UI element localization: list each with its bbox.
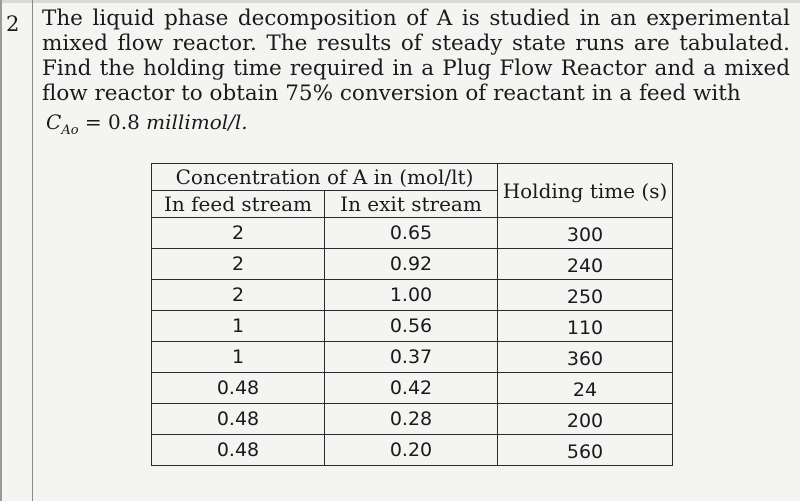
- holding-time-header: Holding time (s): [498, 164, 673, 218]
- feed-cell: 0.48: [152, 435, 325, 466]
- time-cell: 110: [498, 311, 673, 342]
- table-body: [152, 218, 673, 466]
- cao-unit: millimol/l.: [146, 110, 248, 134]
- time-cell: 200: [498, 404, 673, 435]
- cao-value: = 0.8: [78, 110, 147, 134]
- top-page-edge: [0, 0, 800, 3]
- cao-symbol: C: [46, 110, 62, 134]
- time-cell: 360: [498, 342, 673, 373]
- exit-cell: 0.65: [325, 218, 498, 249]
- table-row: [152, 218, 673, 249]
- table-row: [152, 435, 673, 466]
- feed-cell: 0.48: [152, 404, 325, 435]
- cao-subscript: Ao: [61, 123, 79, 138]
- exit-cell: 0.37: [325, 342, 498, 373]
- exit-stream-header: In exit stream: [325, 191, 498, 218]
- feed-cell: 0.48: [152, 373, 325, 404]
- left-page-edge: [0, 0, 2, 501]
- question-number-column-rule: [32, 0, 33, 501]
- time-cell: 300: [498, 218, 673, 249]
- concentration-group-header: Concentration of A in (mol/lt): [152, 164, 498, 191]
- table-row: [152, 249, 673, 280]
- feed-cell: 2: [152, 249, 325, 280]
- data-table: [151, 163, 673, 466]
- table-row: [152, 404, 673, 435]
- question-paragraph: The liquid phase decomposition of A is studied in an experimental mixed flow reactor. The results of steady state runs are tabulated. Find the holding time required in a Plug Flow Reactor and a mixed flow reactor to obtain 75% conversion of reactant in a feed with: [42, 6, 790, 106]
- table-header-row: [152, 164, 673, 191]
- question-text: [42, 6, 790, 106]
- feed-cell: 1: [152, 311, 325, 342]
- feed-cell: 2: [152, 218, 325, 249]
- exit-cell: 0.20: [325, 435, 498, 466]
- exit-cell: 0.42: [325, 373, 498, 404]
- exit-cell: 1.00: [325, 280, 498, 311]
- table-row: [152, 280, 673, 311]
- time-cell: 240: [498, 249, 673, 280]
- exit-cell: 0.92: [325, 249, 498, 280]
- feed-cell: 2: [152, 280, 325, 311]
- feed-stream-header: In feed stream: [152, 191, 325, 218]
- time-cell: 250: [498, 280, 673, 311]
- question-number: 2: [6, 12, 20, 36]
- time-cell: 560: [498, 435, 673, 466]
- feed-concentration: [46, 110, 248, 143]
- time-cell: 24: [498, 373, 673, 404]
- table-row: [152, 311, 673, 342]
- table-row: [152, 373, 673, 404]
- exit-cell: 0.28: [325, 404, 498, 435]
- feed-cell: 1: [152, 342, 325, 373]
- exit-cell: 0.56: [325, 311, 498, 342]
- table-row: [152, 342, 673, 373]
